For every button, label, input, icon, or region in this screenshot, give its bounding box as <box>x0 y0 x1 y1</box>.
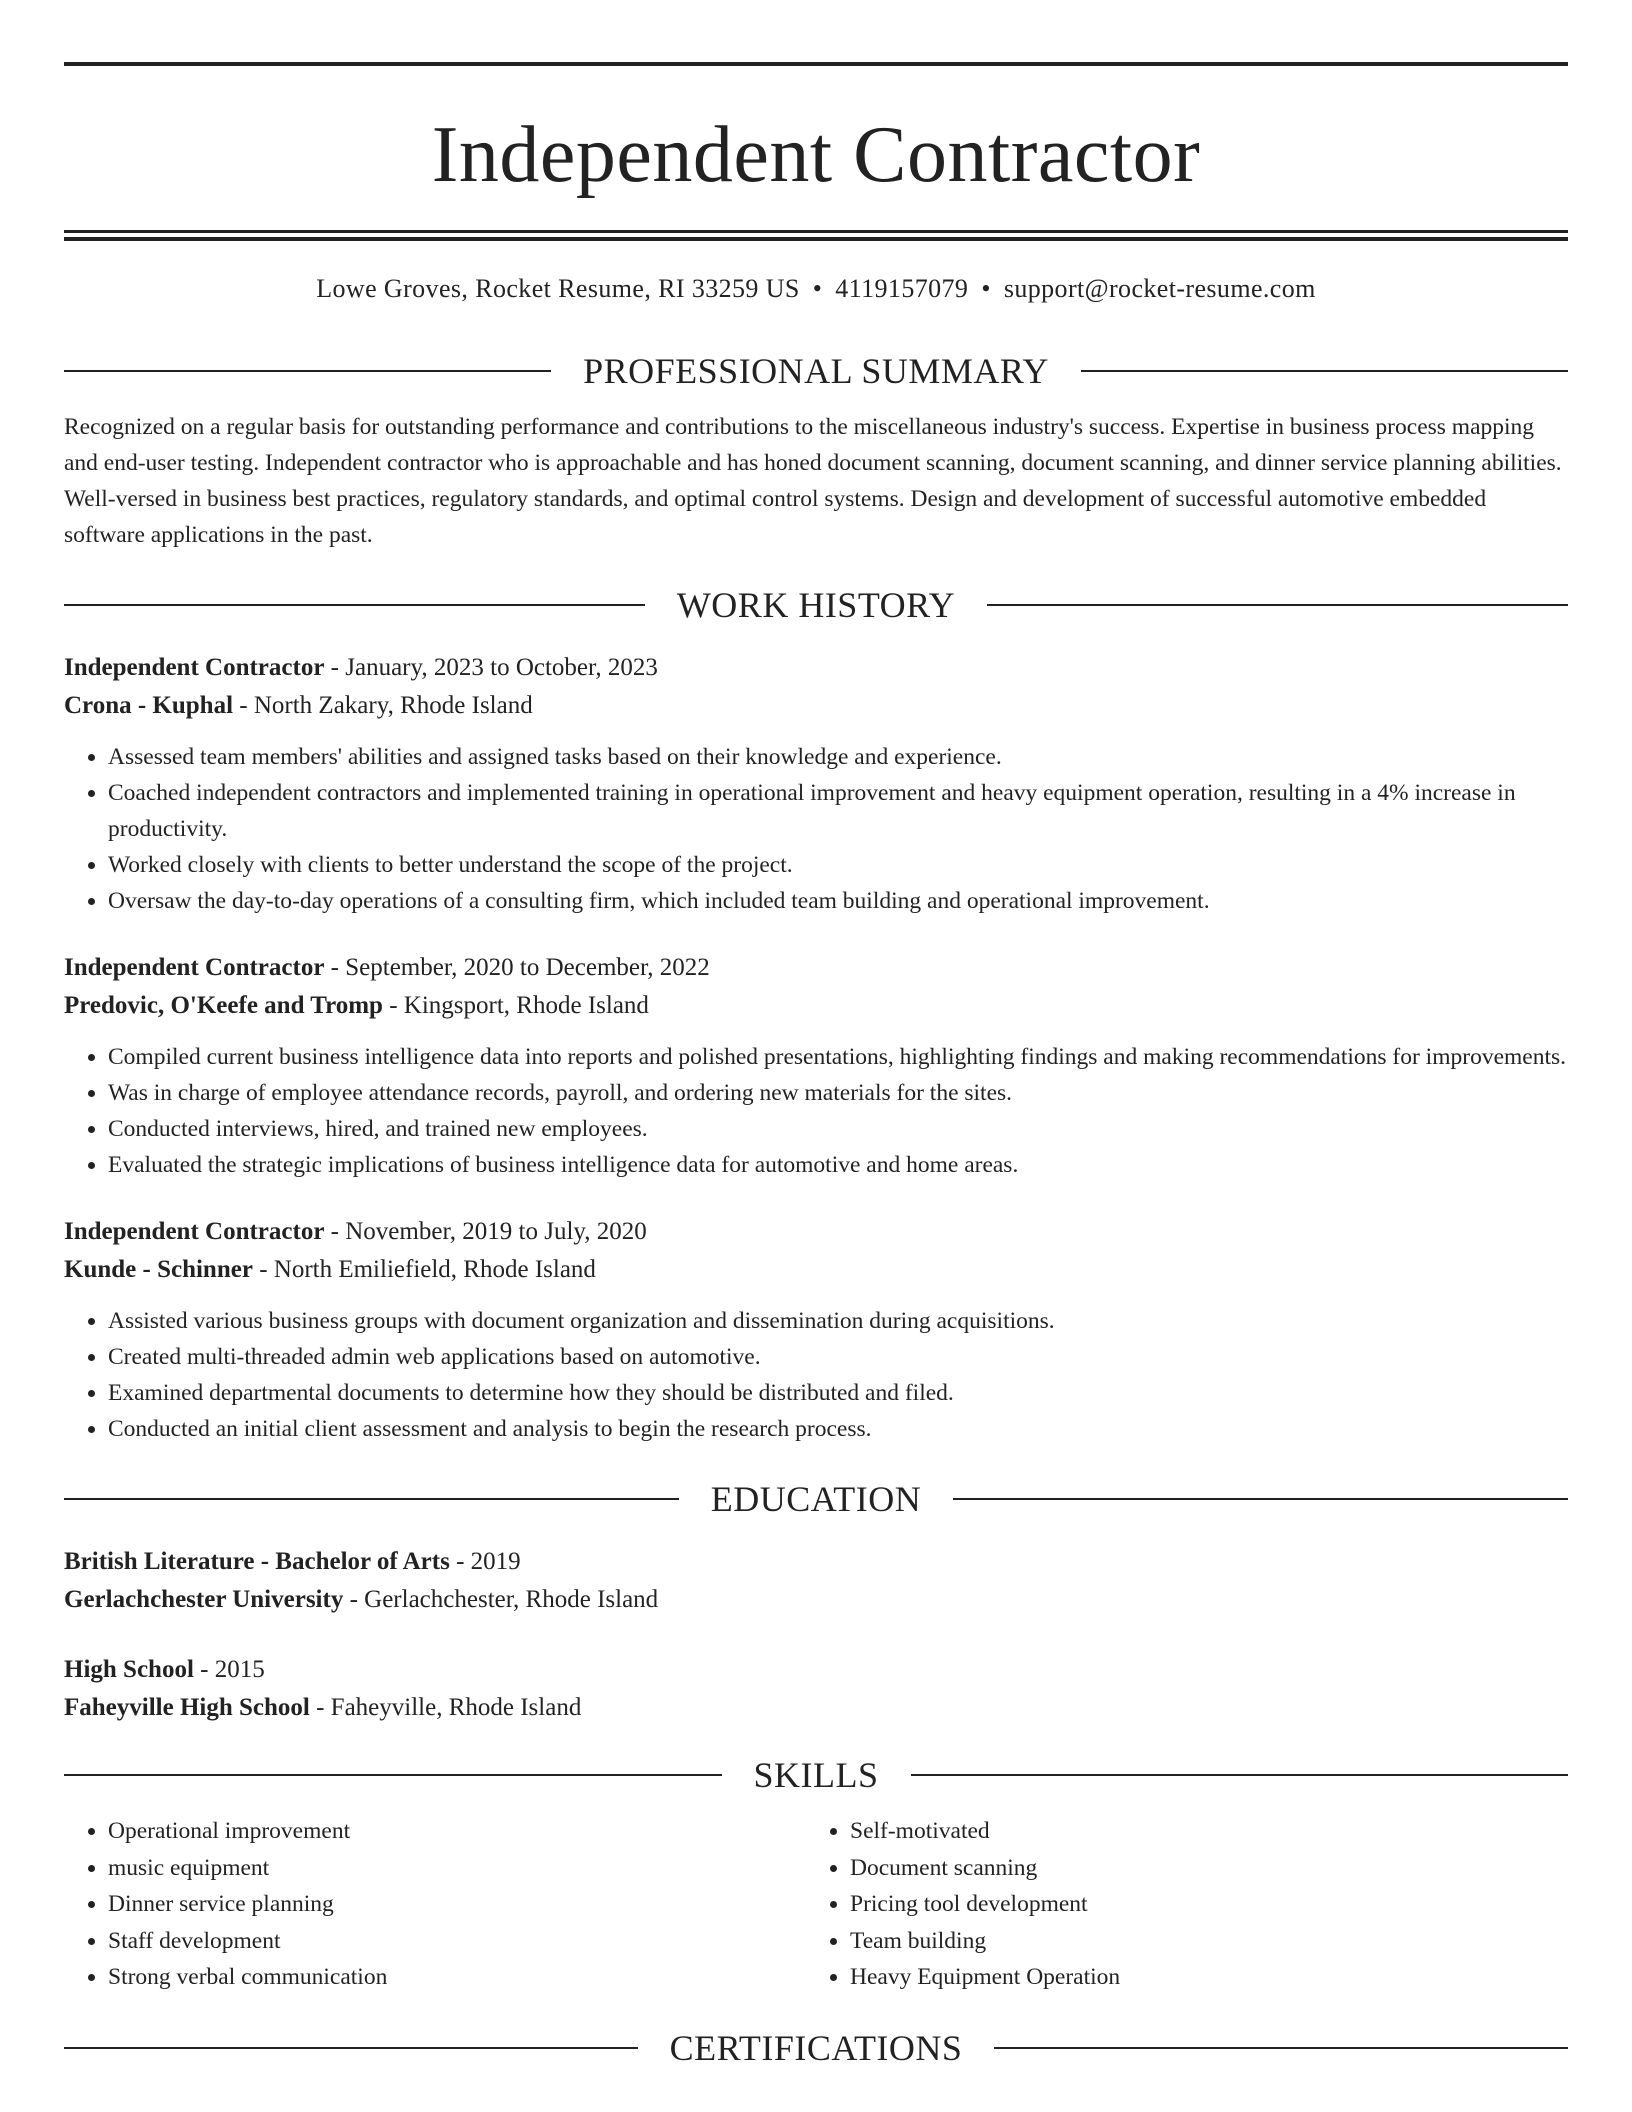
candidate-name: Independent Contractor <box>431 111 1201 199</box>
list-item: • Strong verbal communication <box>108 1959 806 1996</box>
education-location: - Faheyville, Rhode Island <box>309 1694 582 1721</box>
list-item: • Conducted an initial client assessment and analysis to begin the research process. <box>108 1411 1568 1447</box>
education-degree: British Literature - Bachelor of Arts <box>64 1548 450 1575</box>
education-entry <box>64 1543 1568 1619</box>
job-bullets <box>64 1039 1568 1183</box>
resume-page <box>64 0 1568 2070</box>
list-item: • Operational improvement <box>108 1813 806 1850</box>
list-item: • Self-motivated <box>850 1813 1548 1850</box>
job-company-line <box>64 1251 1568 1289</box>
summary-text: Recognized on a regular basis for outstanding performance and contributions to the miscellaneous industry's success. Expertise in business process mapping and end-user testing. Independent contractor who is approachable and has honed document scanning, document scanning, and dinner service planning abilities. Well-versed in business best practices, regulatory standards, and optimal control systems. Design and development of successful automotive embedded software applications in the past. <box>64 414 1562 548</box>
contact-separator: • <box>981 274 991 303</box>
section-header-education <box>64 1477 1568 1521</box>
section-title: PROFESSIONAL SUMMARY <box>583 351 1049 391</box>
job-location: - North Zakary, Rhode Island <box>233 692 533 719</box>
list-item: • Was in charge of employee attendance records, payroll, and ordering new materials for the sites. <box>108 1075 1568 1111</box>
section-rule <box>64 370 551 372</box>
list-item: • Assessed team members' abilities and assigned tasks based on their knowledge and experience. <box>108 739 1568 775</box>
section-rule <box>1081 370 1568 372</box>
list-item: • Document scanning <box>850 1850 1548 1887</box>
job-title-line <box>64 649 1568 687</box>
list-item: • Team building <box>850 1923 1548 1960</box>
section-rule <box>64 604 645 606</box>
list-item: • Staff development <box>108 1923 806 1960</box>
list-item: • Dinner service planning <box>108 1886 806 1923</box>
job-location: - North Emiliefield, Rhode Island <box>252 1256 596 1283</box>
list-item: • Oversaw the day-to-day operations of a consulting firm, which included team building and operational improvement. <box>108 883 1568 919</box>
education-entry <box>64 1651 1568 1727</box>
education-location: - Gerlachchester, Rhode Island <box>343 1586 659 1613</box>
job-entry <box>64 1213 1568 1447</box>
list-item: • Heavy Equipment Operation <box>850 1959 1548 1996</box>
job-dates: - January, 2023 to October, 2023 <box>324 654 658 681</box>
job-bullets <box>64 739 1568 919</box>
job-location: - Kingsport, Rhode Island <box>382 992 649 1019</box>
section-title: SKILLS <box>753 1755 879 1795</box>
contact-separator: • <box>812 274 823 303</box>
header-double-rule <box>64 230 1568 241</box>
section-rule <box>64 2047 638 2049</box>
list-item: • Assisted various business groups with document organization and dissemination during acquisitions. <box>108 1303 1568 1339</box>
list-item: • Coached independent contractors and implemented training in operational improvement and heavy equipment operation, resulting in a 4% increase in productivity. <box>108 775 1568 847</box>
section-title: EDUCATION <box>710 1479 922 1519</box>
section-header-skills <box>64 1753 1568 1797</box>
job-title-line <box>64 949 1568 987</box>
section-rule <box>953 1498 1568 1500</box>
section-rule <box>911 1774 1569 1776</box>
list-item: • Compiled current business intelligence data into reports and polished presentations, highlighting findings and making recommendations for improvements. <box>108 1039 1568 1075</box>
education-school: Gerlachchester University <box>64 1586 344 1613</box>
contact-address: Lowe Groves, Rocket Resume, RI 33259 US <box>316 274 800 303</box>
section-rule <box>64 1774 722 1776</box>
job-title: Independent Contractor <box>64 654 325 681</box>
job-company: Predovic, O'Keefe and Tromp <box>64 992 383 1019</box>
section-rule <box>994 2047 1568 2049</box>
education-school: Faheyville High School <box>64 1694 310 1721</box>
education-school-line <box>64 1581 1568 1619</box>
skills-column-left <box>64 1813 806 1996</box>
list-item: • music equipment <box>108 1850 806 1887</box>
contact-phone: 4119157079 <box>835 274 969 303</box>
section-title: CERTIFICATIONS <box>669 2027 963 2068</box>
job-bullets <box>64 1303 1568 1447</box>
list-item: • Conducted interviews, hired, and trained new employees. <box>108 1111 1568 1147</box>
job-entry <box>64 949 1568 1183</box>
job-entry <box>64 649 1568 919</box>
education-school-line <box>64 1689 1568 1727</box>
section-header-certifications <box>64 2026 1568 2070</box>
education-year: - 2019 <box>449 1548 521 1575</box>
section-header-summary <box>64 349 1568 393</box>
education-year: - 2015 <box>193 1656 265 1683</box>
job-title: Independent Contractor <box>64 1218 325 1245</box>
contact-line <box>64 273 1568 305</box>
education-degree-line <box>64 1651 1568 1689</box>
list-item: • Created multi-threaded admin web applications based on automotive. <box>108 1339 1568 1375</box>
job-title-line <box>64 1213 1568 1251</box>
job-company: Kunde - Schinner <box>64 1256 253 1283</box>
list-item: • Examined departmental documents to determine how they should be distributed and filed. <box>108 1375 1568 1411</box>
skills-list <box>64 1813 1568 1996</box>
skills-column-right <box>806 1813 1548 1996</box>
list-item: • Pricing tool development <box>850 1886 1548 1923</box>
list-item: • Worked closely with clients to better understand the scope of the project. <box>108 847 1568 883</box>
job-dates: - November, 2019 to July, 2020 <box>324 1218 647 1245</box>
list-item: • Evaluated the strategic implications of business intelligence data for automotive and home areas. <box>108 1147 1568 1183</box>
contact-email: support@rocket-resume.com <box>1003 274 1316 303</box>
job-dates: - September, 2020 to December, 2022 <box>324 954 710 981</box>
education-degree-line <box>64 1543 1568 1581</box>
job-company-line <box>64 987 1568 1025</box>
job-company: Crona - Kuphal <box>64 692 234 719</box>
header-top-rule <box>64 62 1568 66</box>
section-rule <box>64 1498 679 1500</box>
job-company-line <box>64 687 1568 725</box>
section-header-work <box>64 583 1568 627</box>
education-degree: High School <box>64 1656 194 1683</box>
section-rule <box>987 604 1568 606</box>
job-title: Independent Contractor <box>64 954 325 981</box>
section-title: WORK HISTORY <box>676 585 956 625</box>
